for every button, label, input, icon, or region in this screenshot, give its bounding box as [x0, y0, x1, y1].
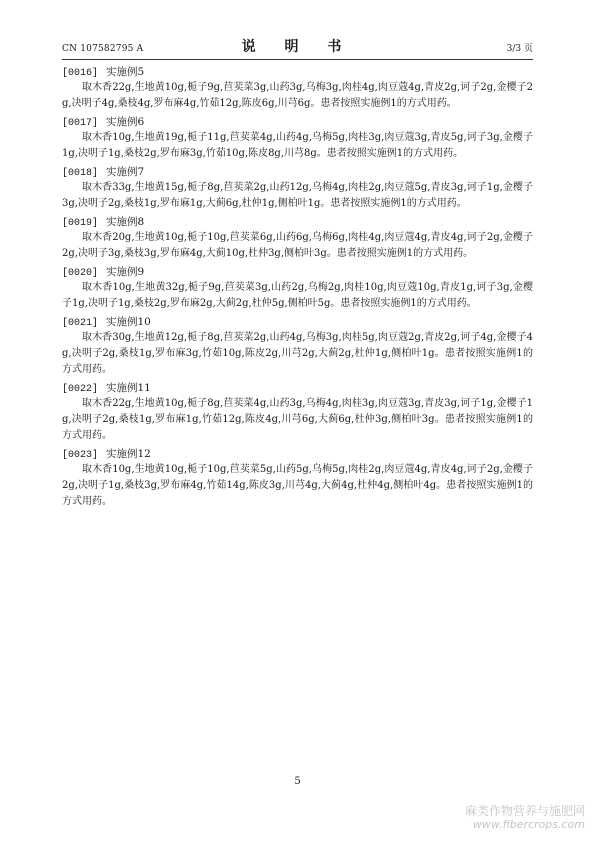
paragraph-number: [0019] [62, 218, 99, 229]
embodiment-title: 实施例7 [106, 166, 145, 178]
paragraph-embodiment-8 [62, 214, 533, 262]
paragraph-number: [0018] [62, 168, 99, 179]
paragraph-embodiment-6 [62, 114, 533, 162]
paragraph-number: [0020] [62, 268, 99, 279]
paragraph-embodiment-5 [62, 64, 533, 112]
embodiment-title: 实施例10 [106, 316, 151, 328]
paragraph-number: [0016] [62, 68, 99, 79]
paragraph-text: 取木香33g,生地黄15g,栀子8g,苣荬菜2g,山药12g,乌梅4g,肉桂2g,肉豆蔻5g,青皮3g,诃子1g,金樱子3g,决明子2g,桑枝1g,罗布麻1g,大蓟6g,杜仲1g,侧柏叶1g。患者按照实施例1的方式用药。 [62, 182, 533, 209]
embodiment-title: 实施例11 [106, 382, 151, 394]
embodiment-title: 实施例6 [106, 116, 145, 128]
paragraph-embodiment-12 [62, 446, 533, 510]
header-divider [62, 59, 533, 60]
page-header [62, 38, 533, 58]
paragraph-number: [0023] [62, 450, 99, 461]
paragraph-text: 取木香10g,生地黄32g,栀子9g,苣荬菜3g,山药2g,乌梅2g,肉桂10g,肉豆蔻10g,青皮1g,诃子3g,金樱子1g,决明子1g,桑枝2g,罗布麻2g,大蓟2g,杜仲5g,侧柏叶5g。患者按照实施例1的方式用药。 [62, 282, 533, 309]
paragraph-text: 取木香10g,生地黄10g,栀子10g,苣荬菜5g,山药5g,乌梅5g,肉桂2g,肉豆蔻4g,青皮4g,诃子2g,金樱子2g,决明子1g,桑枝3g,罗布麻4g,竹茹14g,陈皮3g,川芎4g,大蓟4g,杜仲4g,侧柏叶4g。患者按照实施例1的方式用药。 [62, 464, 533, 507]
page-number: 5 [294, 776, 301, 787]
document-title: 说 明 书 [241, 39, 354, 55]
paragraph-text: 取木香20g,生地黄10g,栀子10g,苣荬菜6g,山药6g,乌梅6g,肉桂4g,肉豆蔻4g,青皮4g,诃子2g,金樱子2g,决明子3g,桑枝3g,罗布麻4g,大蓟10g,杜仲3g,侧柏叶3g。患者按照实施例1的方式用药。 [62, 232, 533, 259]
paragraph-embodiment-9 [62, 264, 533, 312]
paragraph-text: 取木香22g,生地黄10g,栀子8g,苣荬菜4g,山药3g,乌梅4g,肉桂3g,肉豆蔻3g,青皮3g,诃子1g,金樱子1g,决明子2g,桑枝1g,罗布麻1g,竹茹12g,陈皮4g,川芎6g,大蓟6g,杜仲3g,侧柏叶3g。患者按照实施例1的方式用药。 [62, 398, 533, 441]
watermark-url: www.fibercrops.com [472, 818, 585, 831]
paragraph-text: 取木香30g,生地黄12g,栀子8g,苣荬菜2g,山药4g,乌梅3g,肉桂5g,肉豆蔻2g,青皮2g,诃子4g,金樱子4g,决明子2g,桑枝1g,罗布麻3g,竹茹10g,陈皮2g,川芎2g,大蓟2g,杜仲1g,侧柏叶1g。患者按照实施例1的方式用药。 [62, 332, 533, 375]
page-indicator: 3/3 页 [506, 44, 533, 54]
embodiment-title: 实施例12 [106, 448, 151, 460]
paragraph-number: [0021] [62, 318, 99, 329]
paragraph-embodiment-10 [62, 314, 533, 378]
document-body [62, 64, 533, 512]
site-watermark [465, 804, 585, 832]
paragraph-number: [0022] [62, 384, 99, 395]
paragraph-text: 取木香10g,生地黄19g,栀子11g,苣荬菜4g,山药4g,乌梅5g,肉桂3g,肉豆蔻3g,青皮5g,诃子3g,金樱子1g,决明子1g,桑枝2g,罗布麻3g,竹茹10g,陈皮8g,川芎8g。患者按照实施例1的方式用药。 [62, 132, 533, 159]
embodiment-title: 实施例8 [106, 216, 145, 228]
watermark-site-name: 麻类作物营养与施肥网 [464, 804, 585, 818]
patent-number: CN 107582795 A [62, 44, 144, 54]
embodiment-title: 实施例9 [106, 266, 145, 278]
paragraph-number: [0017] [62, 118, 99, 129]
embodiment-title: 实施例5 [106, 66, 145, 78]
paragraph-text: 取木香22g,生地黄10g,栀子9g,苣荬菜3g,山药3g,乌梅3g,肉桂4g,肉豆蔻4g,青皮2g,诃子2g,金樱子2g,决明子4g,桑枝4g,罗布麻4g,竹茹12g,陈皮6g,川芎6g。患者按照实施例1的方式用药。 [62, 82, 533, 109]
paragraph-embodiment-7 [62, 164, 533, 212]
paragraph-embodiment-11 [62, 380, 533, 444]
